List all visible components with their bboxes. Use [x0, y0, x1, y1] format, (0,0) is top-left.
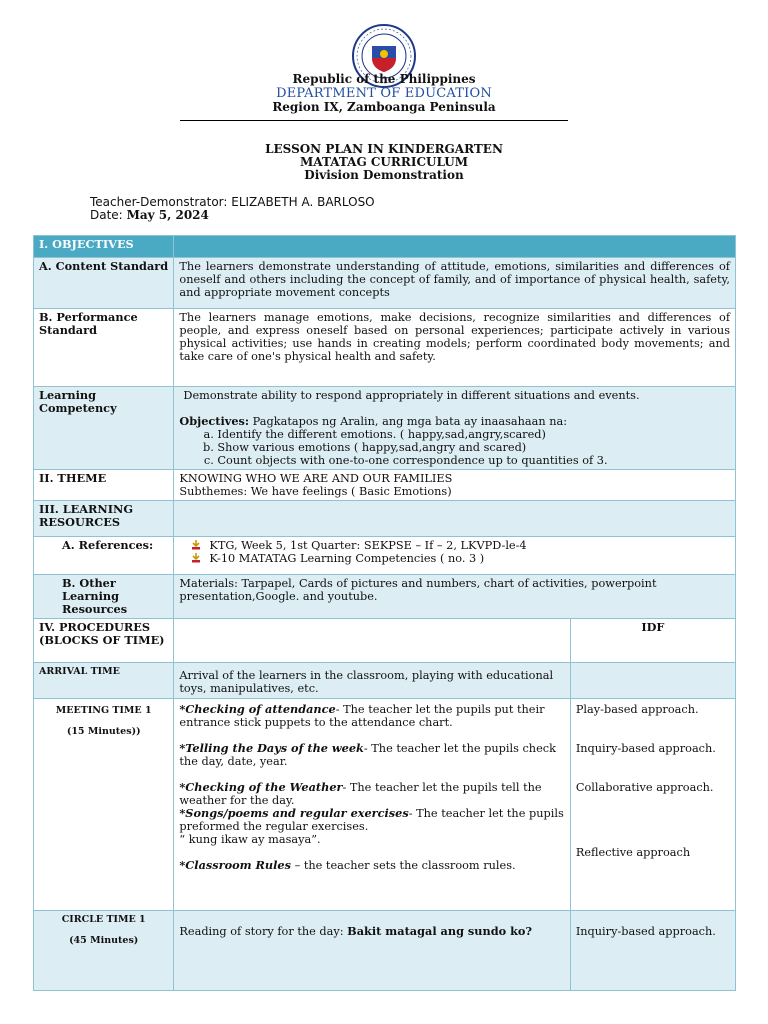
- reference-text: KTG, Week 5, 1st Quarter: SEKPSE – If – 2, LKVPD-le-4: [209, 539, 527, 552]
- activity-text: - The teacher let the pupils preformed the regular exercises.: [179, 807, 564, 833]
- curriculum-title: MATATAG CURRICULUM: [300, 155, 468, 169]
- activity-text: - The teacher let the pupils tell the weather for the day.: [179, 781, 542, 807]
- meeting-time-idf: [570, 699, 735, 911]
- reference-text: K-10 MATATAG Learning Competencies ( no. 3 ): [209, 552, 485, 565]
- region-name: Region IX, Zamboanga Peninsula: [272, 100, 496, 114]
- lesson-plan-table: [33, 235, 736, 991]
- theme-label: II. THEME: [34, 470, 174, 501]
- teacher-line: Teacher-Demonstrator: ELIZABETH A. BARLOSO: [90, 195, 375, 209]
- idf-item: Collaborative approach.: [575, 781, 714, 794]
- arrival-time-label: ARRIVAL TIME: [34, 663, 174, 699]
- procedures-label: IV. PROCEDURES (BLOCKS OF TIME): [34, 619, 174, 663]
- document-title: LESSON PLAN IN KINDERGARTEN: [265, 142, 503, 156]
- references-list: [179, 539, 730, 565]
- references-label: A. References:: [34, 537, 174, 575]
- activity-text: - The teacher let the pupils put their entrance stick puppets to the attendance chart.: [179, 703, 545, 729]
- idf-label: IDF: [570, 619, 735, 663]
- circle-time-activity: [174, 911, 570, 991]
- meeting-activity: [179, 859, 564, 872]
- activity-title: *Classroom Rules: [179, 858, 291, 872]
- circle-time-text: Reading of story for the day:: [179, 925, 348, 938]
- content-standard-label: A. Content Standard: [34, 258, 174, 309]
- objective-item: a. Identify the different emotions. ( happy,sad,angry,scared): [217, 428, 730, 441]
- activity-text: – the teacher sets the classroom rules.: [290, 859, 516, 872]
- activity-text: - The teacher let the pupils check the day, date, year.: [179, 742, 556, 768]
- content-standard-text: The learners demonstrate understanding of attitude, emotions, similarities and differences of oneself and others including the concept of family, and of importance of physical health, safety, and appropriate movement concepts: [174, 258, 736, 309]
- competency-cell: [174, 387, 736, 470]
- meeting-time-label: MEETING TIME 1: [55, 705, 152, 716]
- country-name: Republic of the Philippines: [292, 72, 476, 86]
- meeting-time-duration: (15 Minutes)): [66, 726, 141, 737]
- song-title: “ kung ikaw ay masaya”.: [179, 833, 321, 846]
- other-resources-text: Materials: Tarpapel, Cards of pictures and numbers, chart of activities, powerpoint presentation,Google. and youtube.: [174, 575, 736, 619]
- objective-item: c. Count objects with one-to-one correspondence up to quantities of 3.: [217, 454, 730, 467]
- idf-item: Reflective approach: [575, 846, 691, 859]
- department-name: DEPARTMENT OF EDUCATION: [276, 86, 492, 101]
- arrow-bullet-icon: [191, 540, 201, 550]
- activity-title: *Checking of attendance: [179, 702, 336, 716]
- meeting-activity: [179, 781, 564, 807]
- meeting-activity: [179, 742, 564, 768]
- activity-title: *Telling the Days of the week: [179, 741, 364, 755]
- idf-item: Inquiry-based approach.: [575, 742, 716, 755]
- objectives-list: [179, 428, 730, 467]
- header-divider: [180, 120, 568, 121]
- activity-title: *Checking of the Weather: [179, 780, 343, 794]
- meeting-activity: [179, 807, 564, 833]
- performance-standard-label: B. Performance Standard: [34, 309, 174, 387]
- reference-item: [209, 539, 730, 552]
- objectives-intro: [179, 415, 730, 428]
- meeting-time-cell: [34, 699, 174, 911]
- story-title: Bakit matagal ang sundo ko?: [347, 924, 533, 938]
- competency-label: Learning Competency: [34, 387, 174, 470]
- objectives-intro-text: Pagkatapos ng Aralin, ang mga bata ay inaasahaan na:: [252, 415, 568, 428]
- arrival-time-text: Arrival of the learners in the classroom, playing with educational toys, manipulatives, etc.: [174, 663, 570, 699]
- objective-item: b. Show various emotions ( happy,sad,angry and scared): [217, 441, 730, 454]
- meeting-activity: [179, 703, 564, 729]
- date-label: Date:: [90, 208, 123, 222]
- other-resources-label: B. Other Learning Resources: [34, 575, 174, 619]
- demo-title: Division Demonstration: [304, 168, 464, 182]
- subtheme-text: Subthemes: We have feelings ( Basic Emotions): [179, 485, 452, 498]
- theme-cell: [174, 470, 736, 501]
- date-line: [90, 208, 209, 222]
- circle-time-duration: (45 Minutes): [69, 935, 139, 946]
- theme-text: KNOWING WHO WE ARE AND OUR FAMILIES: [179, 472, 453, 485]
- objectives-label: Objectives:: [179, 414, 250, 428]
- idf-item: Play-based approach.: [575, 703, 699, 716]
- resources-label: III. LEARNING RESOURCES: [34, 501, 174, 537]
- circle-time-label: CIRCLE TIME 1: [61, 914, 146, 925]
- date-value: May 5, 2024: [126, 208, 209, 222]
- performance-standard-text: The learners manage emotions, make decisions, recognize similarities and differences of people, and express oneself based on personal experiences; participate actively in various physical activities; use hands in creating models; perform coordinated body movements; and take care of one's physical health and safety.: [174, 309, 736, 387]
- circle-time-cell: [34, 911, 174, 991]
- activity-title: *Songs/poems and regular exercises: [179, 806, 409, 820]
- references-cell: [174, 537, 736, 575]
- meeting-time-activities: [174, 699, 570, 911]
- circle-time-idf: Inquiry-based approach.: [570, 911, 735, 991]
- reference-item: [209, 552, 730, 565]
- competency-text: Demonstrate ability to respond appropriately in different situations and events.: [183, 389, 640, 402]
- arrow-bullet-icon: [191, 553, 201, 563]
- objectives-header: I. OBJECTIVES: [34, 236, 174, 258]
